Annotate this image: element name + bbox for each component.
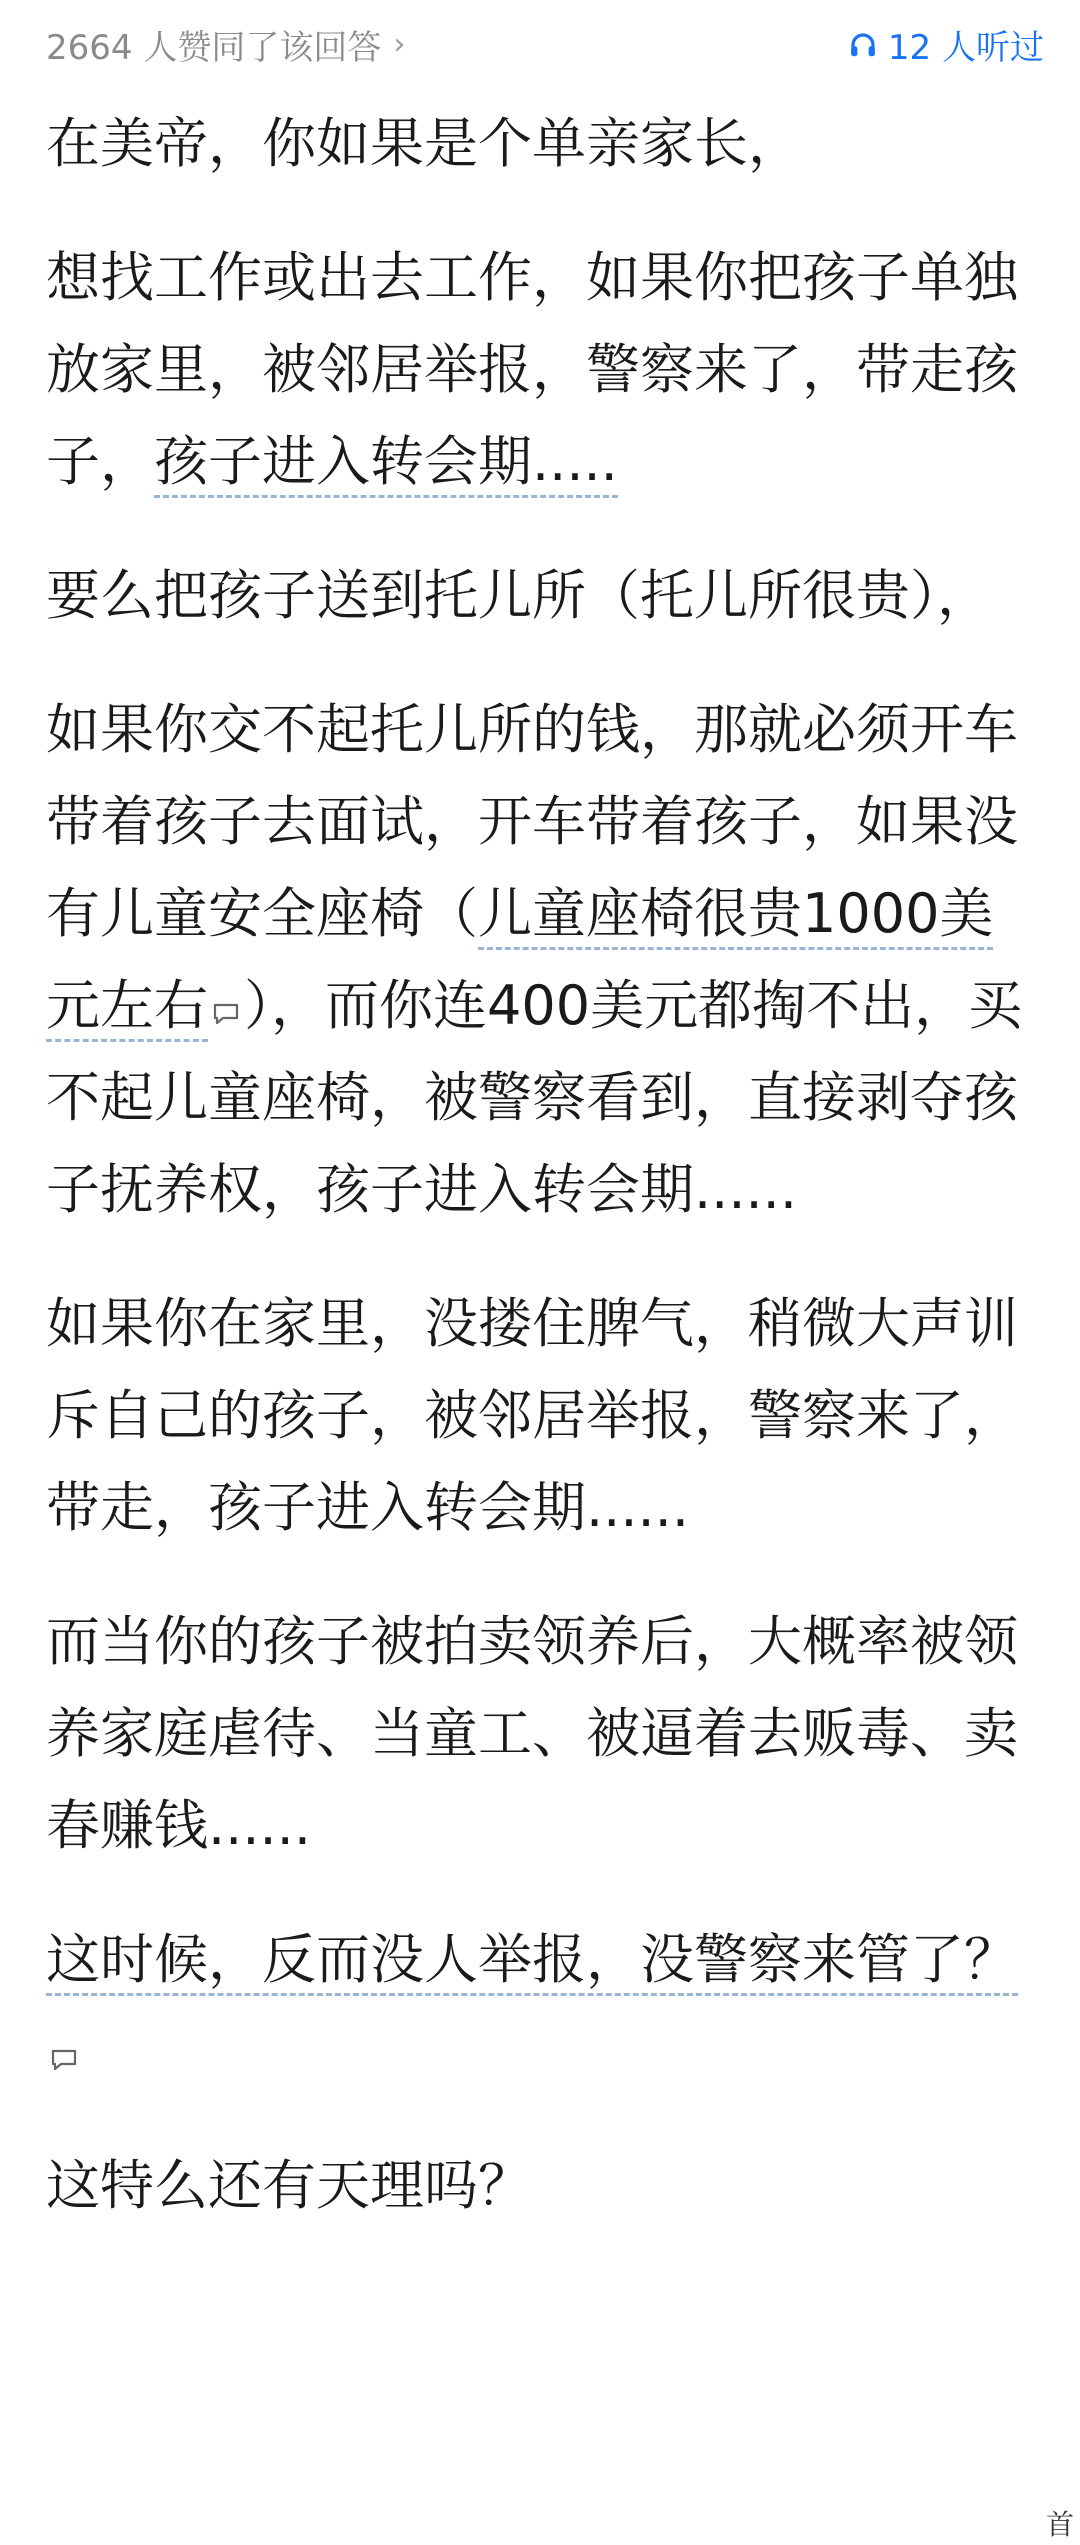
paragraph xyxy=(46,1596,1036,1872)
answer-meta-bar xyxy=(0,0,1080,88)
likes-count-text: 2664 人赞同了该回答 xyxy=(46,28,382,68)
paragraph-text: 想找工作或出去工作，如果你把孩子单独放家里，被邻居举报，警察来了，带走孩子， xyxy=(46,246,1018,493)
paragraph xyxy=(46,98,1036,190)
paragraph xyxy=(46,1914,1036,2098)
comment-bubble-icon[interactable] xyxy=(212,962,240,986)
answer-body xyxy=(46,88,1036,2232)
paragraph xyxy=(46,2140,1036,2232)
comment-bubble-icon[interactable] xyxy=(50,2008,78,2032)
likes-count-link[interactable] xyxy=(46,20,405,69)
listen-count-button[interactable] xyxy=(848,20,1044,69)
listen-count-text: 12 人听过 xyxy=(887,28,1044,68)
annotated-text-link[interactable]: 孩子进入转会期..... xyxy=(154,430,618,498)
paragraph xyxy=(46,1278,1036,1554)
annotated-text-link[interactable]: 这时候，反而没人举报，没警察来管了？ xyxy=(46,1928,1018,1996)
chevron-right-icon: › xyxy=(393,27,406,62)
paragraph-text: 而当你的孩子被拍卖领养后，大概率被领养家庭虐待、当童工、被逼着去贩毒、卖春赚钱...... xyxy=(46,1610,1018,1857)
annotated-text-link[interactable]: 儿童座椅很贵1000美元左右 xyxy=(46,882,993,1042)
paragraph-text: 如果你交不起托儿所的钱，那就必须开车带着孩子去面试，开车带着孩子，如果没有儿童安全座椅（ xyxy=(46,698,1018,945)
paragraph xyxy=(46,550,1036,642)
paragraph xyxy=(46,684,1036,1236)
headphones-icon xyxy=(848,30,878,60)
paragraph-text: 如果你在家里，没搂住脾气，稍微大声训斥自己的孩子，被邻居举报，警察来了，带走，孩子进入转会期...... xyxy=(46,1292,1018,1539)
paragraph-text: 在美帝，你如果是个单亲家长， xyxy=(46,112,802,175)
corner-watermark-text: 首 xyxy=(1045,2508,1074,2541)
paragraph-text: 这特么还有天理吗？ xyxy=(46,2154,532,2217)
paragraph-text: 要么把孩子送到托儿所（托儿所很贵）， xyxy=(46,564,991,627)
paragraph xyxy=(46,232,1036,508)
paragraph-text: ），而你连400美元都掏不出，买不起儿童座椅，被警察看到，直接剥夺孩子抚养权，孩子进入转会期...... xyxy=(46,974,1023,1221)
